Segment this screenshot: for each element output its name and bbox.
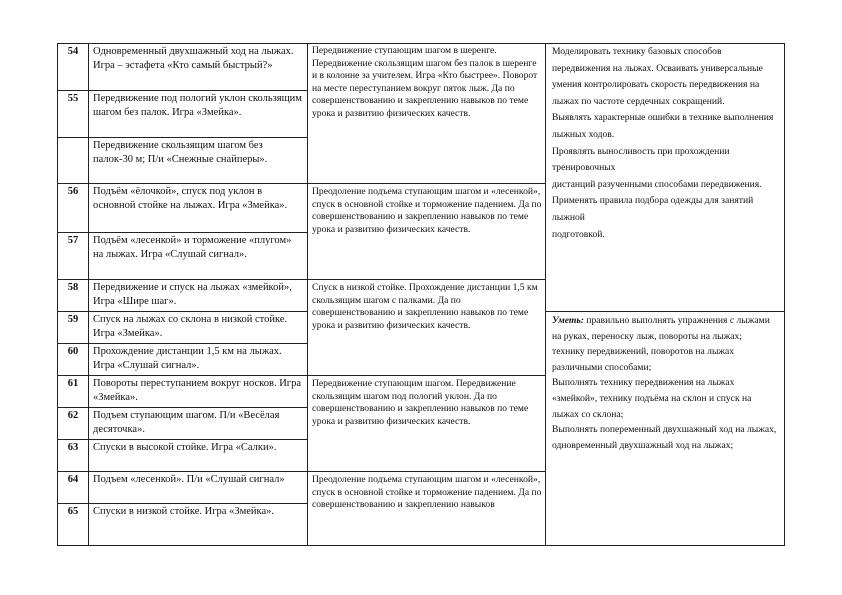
row-divider [57, 137, 308, 138]
row-divider [57, 439, 308, 440]
results-line: умения контролировать скорость передвижения на лыжах по частоте сердечных сокращений. [552, 79, 760, 107]
table-border-right [784, 43, 785, 546]
lesson-topic: Одновременный двухшажный ход на лыжах. Игра – эстафета «Кто самый быстрый?» [93, 46, 294, 71]
row-divider [57, 279, 308, 280]
lesson-number: 59 [67, 314, 79, 325]
lesson-number: 54 [67, 46, 79, 57]
lesson-number: 61 [67, 378, 79, 389]
lesson-topic: Подъем ступающим шагом. П/и «Весёлая десяточка». [93, 410, 280, 435]
lesson-topic: Спуски в высокой стойке. Игра «Салки». [93, 442, 277, 453]
row-divider [57, 375, 308, 376]
lesson-topic: Передвижение под пологий уклон скользящим шагом без палок. Игра «Змейка». [93, 93, 302, 118]
row-divider [57, 311, 308, 312]
lesson-number: 63 [67, 442, 79, 453]
results-line: подготовкой. [552, 228, 605, 240]
results-line: дистанций разученными способами передвижения. [552, 178, 762, 190]
content-divider [307, 375, 546, 376]
lesson-content: Спуск в низкой стойке. Прохождение дистанции 1,5 км скользящим шагом с палками. Да по совершенствованию и закреплению навыков по теме урока и развитию физических качеств. [312, 282, 538, 331]
row-divider [57, 90, 308, 91]
results-line: Моделировать технику базовых способов передвижения на лыжах. Осваивать универсальные [552, 46, 763, 74]
skills-lead-text: правильно выполнять упражнения с лыжами на руках, переноску лыж, повороты на лыжах; [552, 315, 770, 342]
lesson-number: 55 [67, 93, 79, 104]
content-divider [307, 279, 546, 280]
lesson-number: 62 [67, 410, 79, 421]
lesson-content: Передвижение ступающим шагом в шеренге. Передвижение скользящим шагом без палок в шеренге и в колонне за учителем. Игра «Кто быстрее». Поворот на месте переступанием вокруг пяток лыж. Да по совершенствованию и закреплению навыков по теме урока и развитию физических качеств. [312, 45, 538, 119]
lesson-content: Преодоление подъема ступающим шагом и «лесенкой», спуск в основной стойке и торможение падением. Да по совершенствованию и закреплению навыков по теме урока и развитию физических качеств. [312, 186, 542, 235]
lesson-topic: Повороты переступанием вокруг носков. Игра «Змейка». [93, 378, 302, 403]
lesson-topic: Передвижение скользящим шагом без палок-30 м; П/и «Снежные снайперы». [93, 140, 268, 165]
lesson-topic: Спуск на лыжах со склона в низкой стойке. Игра «Змейка». [93, 314, 288, 339]
row-divider [57, 471, 308, 472]
skills-line: Выполнять технику передвижения на лыжах «змейкой», технику подъёма на склон и спуск на лыжах со склона; [552, 377, 752, 420]
lesson-number: 64 [67, 474, 79, 485]
skills-line: технику передвижений, поворотов на лыжах различными способами; [552, 346, 735, 373]
results-line: Проявлять выносливость при прохождении тренировочных [552, 145, 730, 174]
row-divider [57, 407, 308, 408]
skills-lead: Уметь: [552, 315, 584, 326]
lesson-content: Преодоление подъема ступающим шагом и «лесенкой», спуск в основной стойке и торможение падением. Да по совершенствованию и закреплению навыков [312, 474, 542, 511]
lesson-number: 60 [67, 346, 79, 357]
lesson-number: 56 [67, 186, 79, 197]
learning-results-block [552, 44, 780, 310]
row-divider [57, 183, 308, 184]
row-divider [57, 503, 308, 504]
table-border-bottom [57, 545, 785, 546]
lesson-number: 57 [67, 235, 79, 246]
lesson-number: 58 [67, 282, 79, 293]
lesson-number: 65 [67, 506, 79, 517]
lesson-topic: Подъём «лесенкой» и торможение «плугом» на лыжах. Игра «Слушай сигнал». [93, 235, 292, 260]
results-line: Применять правила подбора одежды для занятий лыжной [552, 195, 754, 223]
lesson-topic: Передвижение и спуск на лыжах «змейкой», Игра «Шире шаг». [93, 282, 292, 307]
row-divider [57, 343, 308, 344]
results-divider [545, 311, 785, 312]
skills-results-block [552, 313, 780, 543]
skills-line: Выполнять попеременный двухшажный ход на лыжах, одновременный двухшажный ход на лыжах; [552, 424, 777, 451]
skills-intro [552, 313, 780, 344]
row-divider [57, 232, 308, 233]
lesson-topic: Подъем «лесенкой». П/и «Слушай сигнал» [93, 474, 285, 485]
lesson-topic: Подъём «ёлочкой», спуск под уклон в основной стойке на лыжах. Игра «Змейка». [93, 186, 288, 211]
content-divider [307, 471, 546, 472]
lesson-topic: Спуски в низкой стойке. Игра «Змейка». [93, 506, 274, 517]
lesson-topic: Прохождение дистанции 1,5 км на лыжах. Игра «Слушай сигнал». [93, 346, 282, 371]
content-divider [307, 183, 546, 184]
lesson-content: Передвижение ступающим шагом. Передвижение скользящим шагом под пологий уклон. Да по совершенствованию и закреплению навыков по теме урока и развитию физических качеств. [312, 378, 529, 427]
results-line: Выявлять характерные ошибки в технике выполнения лыжных ходов. [552, 112, 774, 140]
